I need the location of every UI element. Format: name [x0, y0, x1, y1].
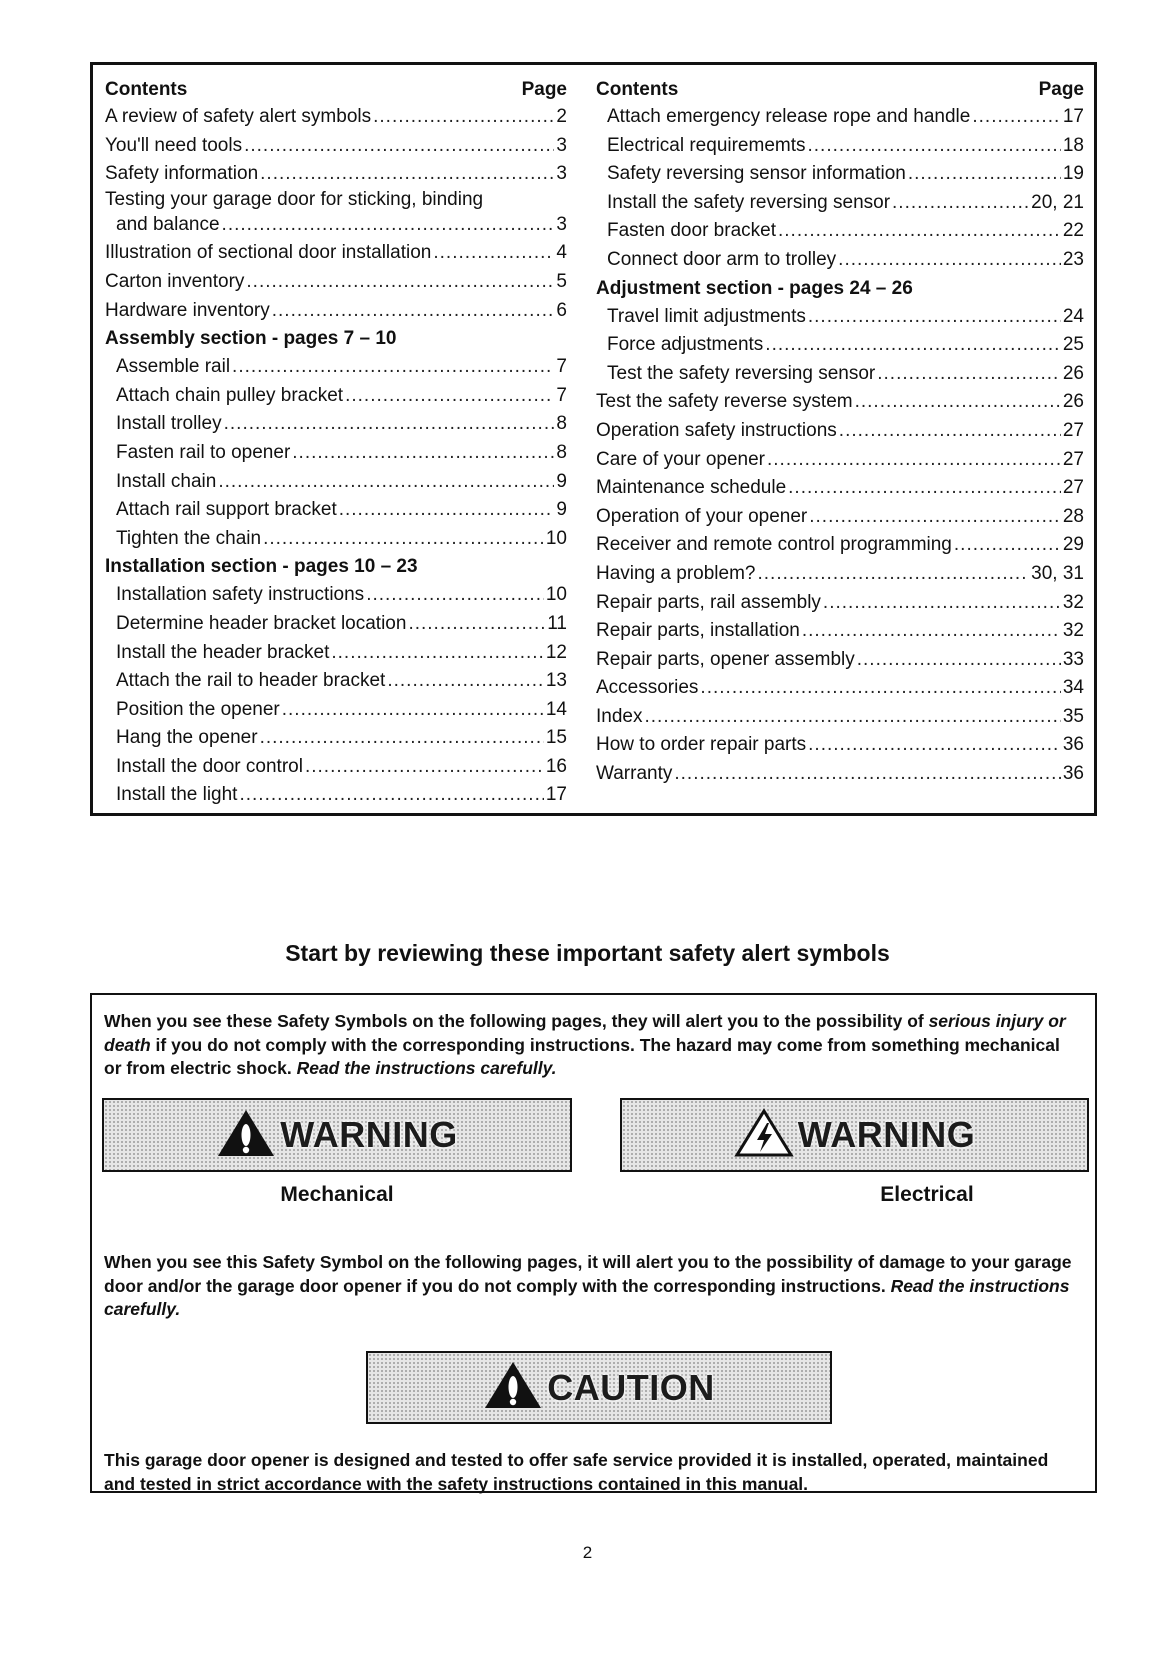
safety-symbols-heading: Start by reviewing these important safety alert symbols — [285, 940, 890, 966]
toc-entry-page: 9 — [556, 470, 567, 492]
toc-entry-page: 15 — [545, 727, 567, 749]
toc-section-heading: Assembly section - pages 7 – 10 — [105, 328, 397, 350]
toc-entry — [105, 382, 567, 411]
toc-dot-leader — [339, 496, 555, 525]
toc-entry — [105, 581, 567, 610]
toc-entry — [596, 417, 1084, 446]
toc-dot-leader — [305, 753, 544, 782]
toc-dot-leader — [838, 246, 1061, 275]
toc-entry — [105, 268, 567, 297]
toc-entry — [596, 217, 1084, 246]
toc-dot-leader — [263, 525, 544, 554]
toc-entry — [105, 525, 567, 554]
toc-entry-title: Hardware inventory — [105, 299, 270, 321]
toc-entry — [105, 639, 567, 668]
toc-entry-title: Receiver and remote control programming — [596, 534, 952, 556]
toc-entry — [105, 753, 567, 782]
toc-entry — [105, 724, 567, 753]
toc-entry-title: Install trolley — [116, 413, 222, 435]
toc-section-heading: Installation section - pages 10 – 23 — [105, 556, 418, 578]
toc-dot-leader — [239, 781, 543, 810]
contents-label: Contents — [596, 79, 679, 100]
toc-entry-title: Position the opener — [116, 698, 280, 720]
toc-dot-leader — [954, 531, 1061, 560]
caution-panel — [366, 1351, 832, 1424]
toc-entry-page: 3 — [556, 213, 567, 235]
toc-entry — [105, 189, 567, 211]
toc-entry-page: 3 — [556, 163, 567, 185]
toc-dot-leader — [644, 703, 1060, 732]
damage-text: When you see this Safety Symbol on the following pages, it will alert you to the possibility of damage to your garage door and/or the garage door opener if you do not comply with the corresponding instructions. — [104, 1252, 1072, 1296]
toc-entry — [596, 160, 1084, 189]
toc-entry — [596, 360, 1084, 389]
toc-entry-page: 10 — [545, 527, 567, 549]
toc-entry — [596, 531, 1084, 560]
toc-dot-leader — [757, 560, 1029, 589]
toc-dot-leader — [823, 589, 1061, 618]
toc-entry-page: 34 — [1062, 677, 1084, 699]
toc-entry-title: Safety reversing sensor information — [607, 163, 906, 185]
toc-entry-title: Repair parts, installation — [596, 620, 800, 642]
toc-entry-title: Fasten rail to opener — [116, 441, 291, 463]
closing-paragraph: This garage door opener is designed and tested to offer safe service provided it is installed, operated, maintained and tested in strict accordance with the safety instructions contained in this manual. — [104, 1450, 1049, 1494]
toc-entry-page: 5 — [556, 270, 567, 292]
toc-entry-title: Force adjustments — [607, 334, 764, 356]
toc-dot-leader — [218, 468, 554, 497]
toc-right-column — [596, 77, 1084, 789]
toc-entry — [105, 667, 567, 696]
toc-dot-leader — [433, 239, 554, 268]
toc-entry — [596, 674, 1084, 703]
toc-dot-leader — [222, 211, 555, 240]
mechanical-label: Mechanical — [280, 1183, 394, 1206]
safety-intro-paragraph — [104, 1010, 1079, 1081]
toc-left-entries — [105, 103, 567, 810]
toc-entry — [105, 103, 567, 132]
toc-entry-page: 23 — [1062, 248, 1084, 270]
toc-entry-page: 4 — [556, 242, 567, 264]
toc-entry-page: 17 — [1062, 106, 1084, 127]
toc-entry-page: 16 — [545, 755, 567, 777]
toc-entry-title: Warranty — [596, 763, 673, 785]
toc-dot-leader — [232, 353, 554, 382]
toc-entry-page: 32 — [1062, 591, 1084, 613]
toc-entry-title: Attach the rail to header bracket — [116, 670, 386, 692]
toc-entry-title: Operation safety instructions — [596, 419, 837, 441]
toc-right-entries — [596, 103, 1084, 789]
exclamation-triangle-icon — [483, 1360, 543, 1415]
toc-entry-title: Attach chain pulley bracket — [116, 384, 344, 406]
toc-entry-title: Index — [596, 705, 643, 727]
toc-header-left — [105, 77, 567, 103]
toc-dot-leader — [808, 731, 1061, 760]
toc-entry-page: 33 — [1062, 648, 1084, 670]
toc-entry — [596, 617, 1084, 646]
toc-dot-leader — [877, 360, 1061, 389]
toc-entry-page: 27 — [1062, 477, 1084, 499]
toc-entry-title: Maintenance schedule — [596, 477, 787, 499]
damage-paragraph — [104, 1251, 1079, 1322]
toc-dot-leader — [892, 189, 1029, 218]
toc-left-column — [105, 77, 567, 810]
toc-entry-title: Safety information — [105, 163, 259, 185]
toc-entry-page: 12 — [545, 641, 567, 663]
toc-entry-title: Having a problem? — [596, 562, 756, 584]
toc-dot-leader — [387, 667, 544, 696]
toc-dot-leader — [808, 132, 1061, 161]
toc-entry-page: 13 — [545, 670, 567, 692]
intro-text-1: When you see these Safety Symbols on the following pages, they will alert you to the possibility of — [104, 1011, 929, 1031]
toc-entry-title: Tighten the chain — [116, 527, 262, 549]
toc-entry — [596, 446, 1084, 475]
toc-entry-title: Install chain — [116, 470, 217, 492]
toc-entry — [596, 246, 1084, 275]
toc-entry-page: 2 — [556, 106, 567, 127]
toc-dot-leader — [260, 724, 544, 753]
toc-entry-page: 24 — [1062, 305, 1084, 327]
toc-entry-title: Attach emergency release rope and handle — [607, 106, 971, 127]
toc-dot-leader — [272, 297, 555, 326]
toc-entry-title: Connect door arm to trolley — [607, 248, 837, 270]
toc-entry — [596, 388, 1084, 417]
toc-entry-title: You'll need tools — [105, 134, 243, 156]
toc-entry — [105, 410, 567, 439]
toc-dot-leader — [808, 303, 1061, 332]
toc-dot-leader — [408, 610, 545, 639]
toc-entry-page: 35 — [1062, 705, 1084, 727]
toc-entry — [596, 189, 1084, 218]
toc-entry-title: A review of safety alert symbols — [105, 106, 372, 127]
toc-entry — [596, 589, 1084, 618]
toc-entry-page: 27 — [1062, 448, 1084, 470]
toc-dot-leader — [345, 382, 554, 411]
toc-entry — [105, 468, 567, 497]
damage-emphasis: Read the instructions carefully. — [104, 1275, 1070, 1319]
toc-entry-page: 32 — [1062, 620, 1084, 642]
warning-word-mechanical: WARNING — [280, 1114, 458, 1155]
toc-entry-title: How to order repair parts — [596, 734, 807, 756]
toc-entry — [596, 303, 1084, 332]
toc-entry-page: 26 — [1062, 362, 1084, 384]
toc-entry — [105, 297, 567, 326]
toc-entry — [596, 103, 1084, 132]
safety-symbols-box — [90, 993, 1097, 1493]
intro-text-2: if you do not comply with the corresponding instructions. The hazard may come from something mechanical or from electric shock. — [104, 1034, 1060, 1078]
toc-entry-page: 36 — [1062, 763, 1084, 785]
toc-entry-title: Install the door control — [116, 755, 303, 777]
toc-dot-leader — [366, 581, 544, 610]
warning-word-electrical: WARNING — [797, 1114, 976, 1155]
toc-entry-title: Install the header bracket — [116, 641, 330, 663]
page-label: Page — [1038, 79, 1084, 100]
toc-entry-page: 36 — [1062, 734, 1084, 756]
toc-entry — [105, 239, 567, 268]
electric-shock-triangle-icon — [734, 1108, 794, 1163]
toc-entry-page: 6 — [556, 299, 567, 321]
toc-entry — [105, 439, 567, 468]
toc-entry-title: Accessories — [596, 677, 699, 699]
electrical-label: Electrical — [880, 1183, 974, 1206]
toc-entry — [105, 132, 567, 161]
toc-entry — [105, 696, 567, 725]
toc-entry-title: Repair parts, opener assembly — [596, 648, 855, 670]
toc-entry-page: 8 — [556, 441, 567, 463]
contents-label: Contents — [105, 79, 188, 100]
toc-entry-title: Assemble rail — [116, 356, 231, 378]
page-number: 2 — [582, 1543, 593, 1562]
toc-entry-title: Electrical requirememts — [607, 134, 806, 156]
toc-section-heading: Adjustment section - pages 24 – 26 — [596, 277, 913, 299]
toc-entry — [596, 760, 1084, 789]
toc-entry-page: 28 — [1062, 505, 1084, 527]
toc-dot-leader — [767, 446, 1061, 475]
toc-dot-leader — [908, 160, 1061, 189]
toc-entry — [596, 646, 1084, 675]
toc-dot-leader — [855, 388, 1061, 417]
toc-entry-page: 26 — [1062, 391, 1084, 413]
toc-entry-page: 7 — [556, 356, 567, 378]
toc-entry-page: 30, 31 — [1031, 562, 1084, 584]
toc-dot-leader — [788, 474, 1061, 503]
toc-entry-title: Installation safety instructions — [116, 584, 365, 606]
caution-word: CAUTION — [547, 1366, 715, 1408]
toc-dot-leader — [373, 103, 554, 132]
toc-entry — [596, 474, 1084, 503]
toc-entry-title: Testing your garage door for sticking, binding — [105, 188, 484, 210]
toc-entry-title: Install the light — [116, 784, 238, 806]
toc-entry — [105, 781, 567, 810]
toc-dot-leader — [802, 617, 1061, 646]
toc-entry — [596, 132, 1084, 161]
toc-entry-page: 25 — [1062, 334, 1084, 356]
toc-entry — [105, 496, 567, 525]
exclamation-triangle-icon — [216, 1108, 276, 1163]
toc-dot-leader — [292, 439, 554, 468]
toc-dot-leader — [700, 674, 1060, 703]
toc-entry-title: Fasten door bracket — [607, 220, 776, 242]
toc-entry — [105, 610, 567, 639]
toc-entry-page: 9 — [556, 499, 567, 521]
toc-entry-page: 19 — [1062, 163, 1084, 185]
toc-entry-title: Test the safety reversing sensor — [607, 362, 876, 384]
toc-entry — [596, 560, 1084, 589]
toc-entry-title: and balance — [116, 213, 220, 235]
toc-entry-page: 11 — [547, 612, 567, 634]
toc-dot-leader — [246, 268, 554, 297]
toc-entry-page: 3 — [556, 134, 567, 156]
intro-emphasis-2: Read the instructions carefully. — [296, 1058, 557, 1078]
toc-dot-leader — [331, 639, 544, 668]
toc-entry — [596, 503, 1084, 532]
table-of-contents — [90, 62, 1097, 816]
toc-entry-page: 10 — [545, 584, 567, 606]
toc-dot-leader — [224, 410, 555, 439]
toc-entry-page: 17 — [545, 784, 567, 806]
toc-entry-page: 22 — [1062, 220, 1084, 242]
toc-entry-title: Install the safety reversing sensor — [607, 191, 891, 213]
toc-entry — [596, 731, 1084, 760]
toc-entry-title: Hang the opener — [116, 727, 258, 749]
toc-entry — [596, 703, 1084, 732]
toc-entry-page: 18 — [1062, 134, 1084, 156]
toc-dot-leader — [674, 760, 1060, 789]
toc-entry-page: 20, 21 — [1031, 191, 1084, 213]
toc-entry-title: Travel limit adjustments — [607, 305, 806, 327]
toc-dot-leader — [244, 132, 554, 161]
toc-dot-leader — [972, 103, 1061, 132]
toc-entry-title: Attach rail support bracket — [116, 499, 337, 521]
toc-dot-leader — [857, 646, 1061, 675]
toc-entry — [105, 160, 567, 189]
toc-dot-leader — [778, 217, 1061, 246]
toc-entry-title: Repair parts, rail assembly — [596, 591, 821, 613]
toc-dot-leader — [260, 160, 554, 189]
toc-entry-title: Operation of your opener — [596, 505, 808, 527]
page-label: Page — [521, 79, 567, 100]
toc-entry — [105, 353, 567, 382]
electrical-warning-panel — [620, 1098, 1089, 1172]
mechanical-warning-panel — [102, 1098, 572, 1172]
toc-entry-page: 29 — [1062, 534, 1084, 556]
intro-emphasis-1: serious injury or death — [104, 1011, 1066, 1055]
toc-entry-title: Illustration of sectional door installation — [105, 242, 432, 264]
toc-entry-title: Carton inventory — [105, 270, 245, 292]
toc-entry-page: 7 — [556, 384, 567, 406]
toc-dot-leader — [282, 696, 544, 725]
toc-header-right — [596, 77, 1084, 103]
toc-dot-leader — [765, 331, 1061, 360]
toc-entry-title: Care of your opener — [596, 448, 765, 470]
toc-entry-page: 27 — [1062, 419, 1084, 441]
toc-entry-page: 8 — [556, 413, 567, 435]
toc-dot-leader — [809, 503, 1061, 532]
toc-entry — [105, 211, 567, 240]
toc-entry-title: Determine header bracket location — [116, 612, 407, 634]
toc-entry-title: Test the safety reverse system — [596, 391, 853, 413]
toc-entry-page: 14 — [545, 698, 567, 720]
toc-entry — [596, 331, 1084, 360]
toc-dot-leader — [839, 417, 1061, 446]
